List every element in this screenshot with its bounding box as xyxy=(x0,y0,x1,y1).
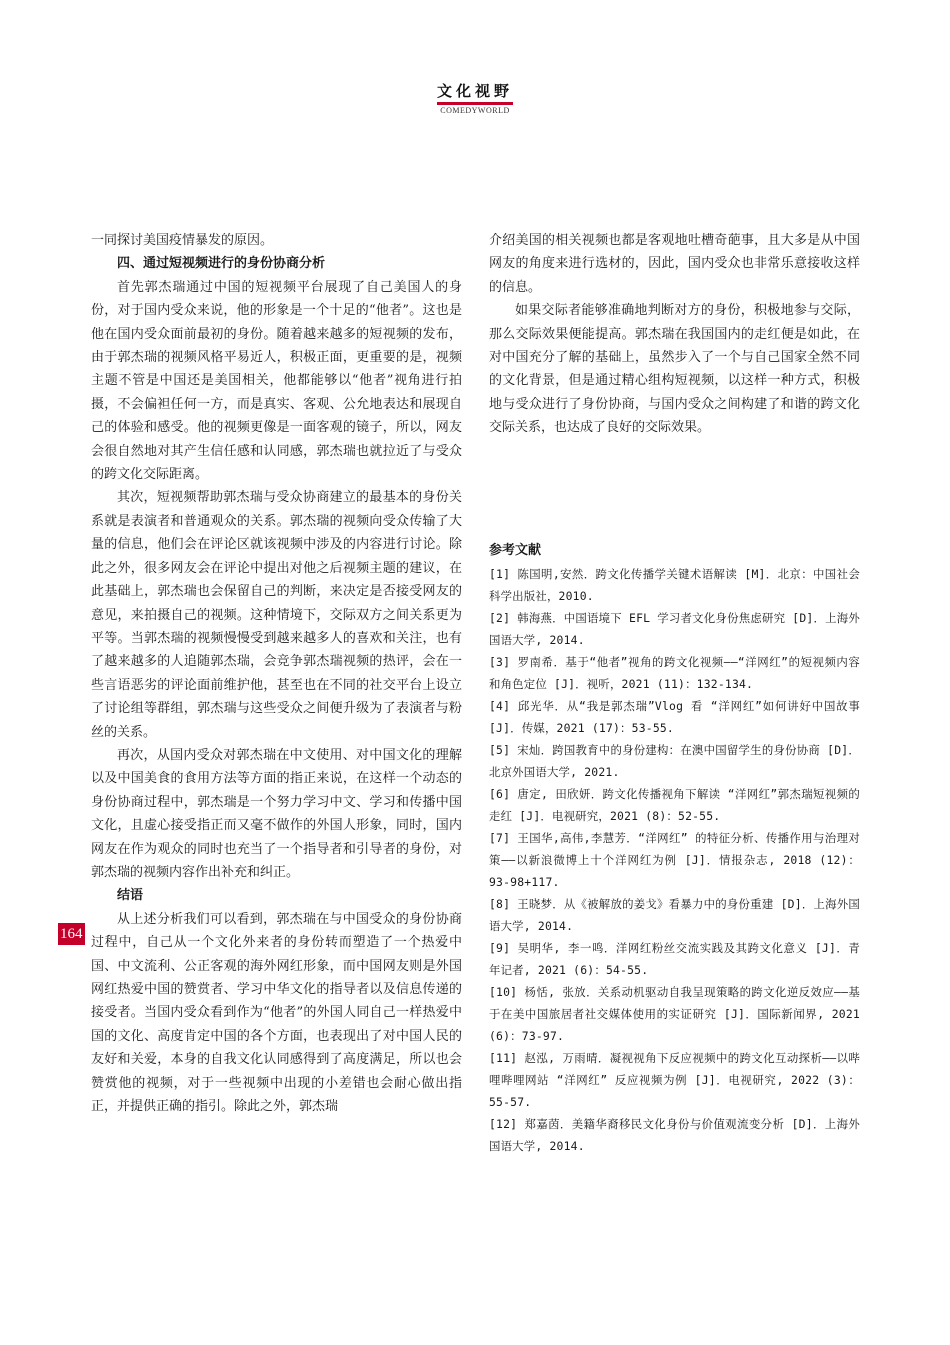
references-title: 参考文献 xyxy=(489,543,542,558)
conclusion-paragraph: 从上述分析我们可以看到，郭杰瑞在与中国受众的身份协商过程中，自己从一个文化外来者的身份转而塑造了一个热爱中国、中文流利、公正客观的海外网红形象，而中国网友则是外国网红热爱中国的赞赏者、学习中华文化的指导者以及信息传递的接受者。当国内受众看到作为“他者”的外国人同自己一样热爱中国的文化、高度肯定中国的各个方面，也表现出了对中国人民的友好和关爱，本身的自我文化认同感得到了高度满足，所以也会赞赏他的视频，对于一些视频中出现的小差错也会耐心做出指正，并提供正确的指引。除此之外，郭杰瑞 xyxy=(91,911,462,1115)
left-continuation: 一同探讨美国疫情暴发的原因。 xyxy=(91,233,274,248)
reference-item: [3] 罗南希．基于“他者”视角的跨文化视频——“洋网红”的短视频内容和角色定位 [J]．视听，2021 (11)：132-134. xyxy=(489,655,860,691)
reference-item: [8] 王晓梦．从《被解放的姜戈》看暴力中的身份重建 [D]．上海外国语大学, 2014. xyxy=(489,897,860,933)
body-paragraph: 再次，从国内受众对郭杰瑞在中文使用、对中国文化的理解以及中国美食的食用方法等方面的指正来说，在这样一个动态的身份协商过程中，郭杰瑞是一个努力学习中文、学习和传播中国文化，且虚心接受指正而又毫不做作的外国人形象，同时，国内网友在作为观众的同时也充当了一个指导者和引导者的身份，对郭杰瑞的视频内容作出补充和纠正。 xyxy=(91,747,462,880)
conclusion-heading: 结语 xyxy=(117,888,144,904)
body-paragraph: 其次，短视频帮助郭杰瑞与受众协商建立的最基本的身份关系就是表演者和普通观众的关系。郭杰瑞的视频向受众传输了大量的信息，他们会在评论区就该视频中涉及的内容进行讨论。除此之外，很多网友会在评论中提出对他之后视频主题的建议，在此基础上，郭杰瑞也会保留自己的判断，来决定是否接受网友的意见，来拍摄自己的视频。这种情境下，交际双方之间关系更为平等。当郭杰瑞的视频慢慢受到越来越多人的喜欢和关注，也有了越来越多的人追随郭杰瑞，会竞争郭杰瑞视频的热评，会在一些言语恶劣的评论面前维护他，甚至也在不同的社交平台上设立了讨论组等群组，郭杰瑞与这些受众之间便升级为了表演者与粉丝的关系。 xyxy=(91,490,462,740)
references xyxy=(489,539,860,1157)
reference-item: [6] 唐定, 田欣妍．跨文化传播视角下解读 “洋网红”郭杰瑞短视频的走红 [J]．电视研究，2021 (8)：52-55. xyxy=(489,787,860,823)
section-heading: 四、通过短视频进行的身份协商分析 xyxy=(117,256,326,272)
right-column xyxy=(489,229,860,440)
masthead-title: 文化视野 xyxy=(437,80,513,105)
body-paragraph: 首先郭杰瑞通过中国的短视频平台展现了自己美国人的身份，对于国内受众来说，他的形象是一个十足的“他者”。这也是他在国内受众面前最初的身份。随着越来越多的短视频的发布，由于郭杰瑞的视频风格平易近人，积极正面，更重要的是，视频主题不管是中国还是美国相关，他都能够以“他者”视角进行拍摄，不会偏袒任何一方，而是真实、客观、公允地表达和展现自己的体验和感受。他的视频更像是一面客观的镜子，所以，网友会很自然地对其产生信任感和认同感，郭杰瑞也就拉近了与受众的跨文化交际距离。 xyxy=(91,279,462,483)
reference-item: [12] 郑嘉茵．美籍华裔移民文化身份与价值观流变分析 [D]．上海外国语大学, 2014. xyxy=(489,1117,860,1153)
closing-paragraph: 如果交际者能够准确地判断对方的身份，积极地参与交际，那么交际效果便能提高。郭杰瑞在我国国内的走红便是如此，在对中国充分了解的基础上，虽然步入了一个与自己国家全然不同的文化背景，但是通过精心组构短视频，以这样一种方式，积极地与受众进行了身份协商，与国内受众之间构建了和谐的跨文化交际关系，也达成了良好的交际效果。 xyxy=(489,303,860,436)
masthead-subtitle: COMEDYWORLD xyxy=(440,106,510,115)
reference-item: [10] 杨恬, 张放．关系动机驱动自我呈现策略的跨文化逆反效应——基于在美中国旅居者社交媒体使用的实证研究 [J]．国际新闻界, 2021 (6)：73-97. xyxy=(489,985,860,1043)
reference-item: [11] 赵泓, 万雨晴．凝视视角下反应视频中的跨文化互动探析——以哔哩哔哩网站 “洋网红” 反应视频为例 [J]．电视研究, 2022 (3)：55-57. xyxy=(489,1051,860,1109)
reference-item: [9] 吴明华, 李一鸣．洋网红粉丝交流实践及其跨文化意义 [J]．青年记者, 2021 (6)：54-55. xyxy=(489,941,860,977)
left-column xyxy=(91,229,462,1118)
right-continuation: 介绍美国的相关视频也都是客观地吐槽奇葩事，且大多是从中国网友的角度来进行选材的，因此，国内受众也非常乐意接收这样的信息。 xyxy=(489,233,860,295)
page-number: 164 xyxy=(58,923,85,945)
reference-item: [5] 宋灿．跨国教育中的身份建构：在澳中国留学生的身份协商 [D]．北京外国语大学, 2021. xyxy=(489,743,860,779)
reference-item: [4] 邱光华．从“我是郭杰瑞”Vlog 看 “洋网红”如何讲好中国故事 [J]．传媒，2021 (17)：53-55. xyxy=(489,699,860,735)
reference-item: [2] 韩海燕．中国语境下 EFL 学习者文化身份焦虑研究 [D]．上海外国语大学, 2014. xyxy=(489,611,860,647)
masthead xyxy=(410,80,540,115)
reference-item: [7] 王国华,高伟,李慧芳．“洋网红” 的特征分析、传播作用与治理对策——以新浪微博上十个洋网红为例 [J]．情报杂志, 2018 (12)：93-98+117. xyxy=(489,831,860,889)
reference-item: [1] 陈国明,安然．跨文化传播学关键术语解读 [M]．北京：中国社会科学出版社，2010. xyxy=(489,567,860,603)
